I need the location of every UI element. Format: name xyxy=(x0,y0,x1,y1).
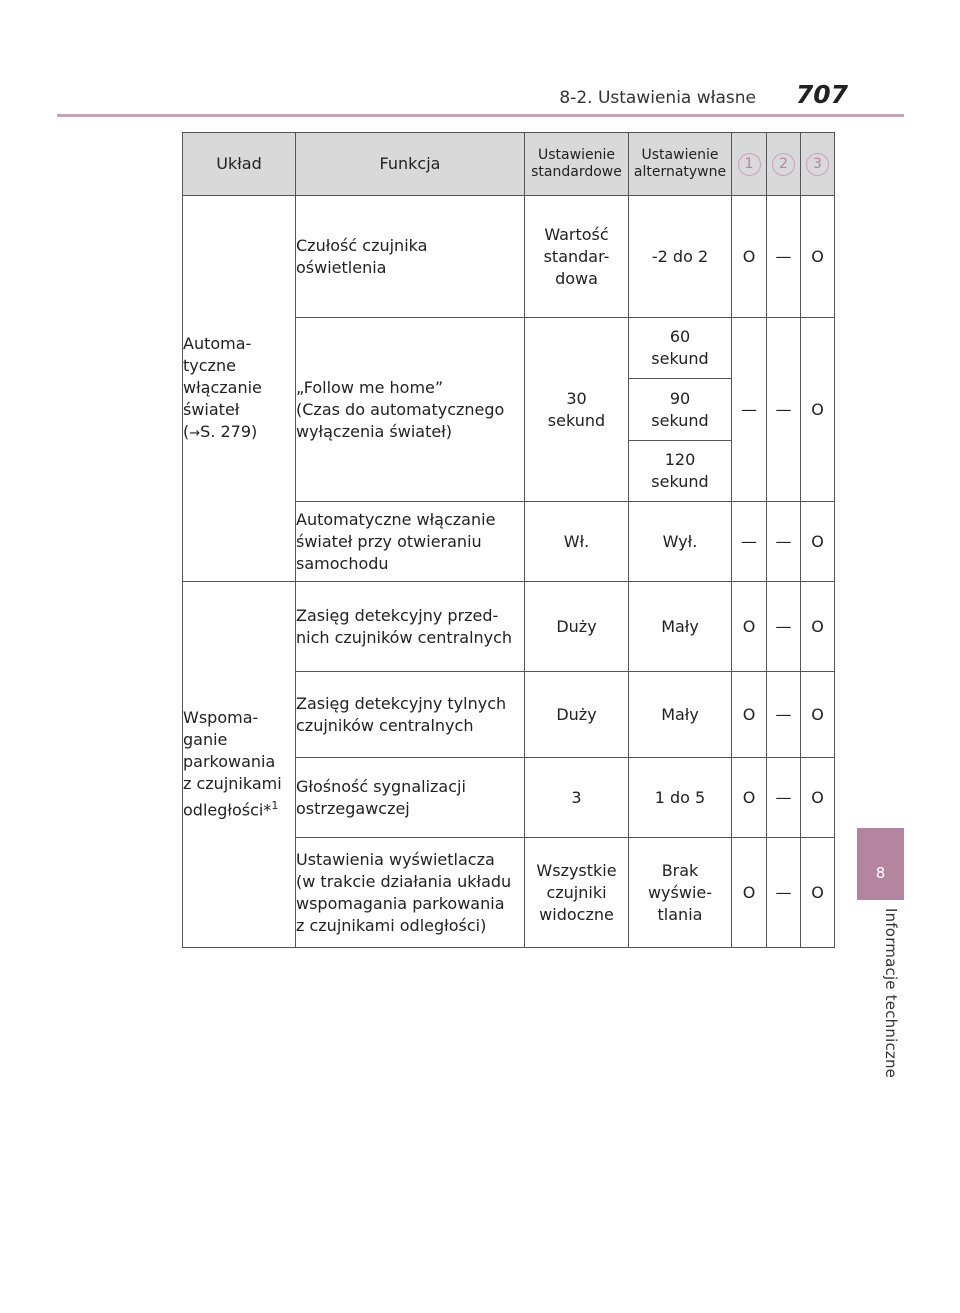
default-cell: Wł. xyxy=(525,502,629,582)
mark-2: — xyxy=(767,196,801,318)
table-row xyxy=(183,582,835,672)
system-line: ganie xyxy=(183,730,228,750)
function-line: czujników centralnych xyxy=(296,715,474,735)
function-line: (w trakcie działania układu xyxy=(296,871,512,891)
default-line: czujniki xyxy=(546,882,607,902)
mark-1: — xyxy=(732,318,767,502)
system-cell-lights xyxy=(183,196,296,582)
default-cell: 3 xyxy=(525,758,629,838)
system-line: tyczne xyxy=(183,355,236,375)
mark-3: O xyxy=(801,502,835,582)
alt-line: wyświe- xyxy=(647,882,713,902)
system-line: Wspoma- xyxy=(183,708,259,728)
function-line: Zasięg detekcyjny przed- xyxy=(296,605,499,625)
alt-line: sekund xyxy=(651,410,709,430)
default-cell xyxy=(525,838,629,948)
mark-1: O xyxy=(732,196,767,318)
default-line: 30 xyxy=(566,388,587,408)
ref-open: ( xyxy=(183,421,190,441)
mark-2: — xyxy=(767,672,801,758)
alternative-cell xyxy=(629,318,732,379)
alt-line: Brak xyxy=(661,860,699,880)
alternative-cell: Mały xyxy=(629,582,732,672)
function-line: „Follow me home” xyxy=(296,377,444,397)
col-header-method-2 xyxy=(767,133,801,196)
system-line: odległości* xyxy=(183,800,272,820)
default-line: widoczne xyxy=(539,904,614,924)
system-line: włączanie xyxy=(183,377,262,397)
function-line: Ustawienia wyświetlacza xyxy=(296,849,495,869)
alternative-cell xyxy=(629,838,732,948)
alt-line: 120 xyxy=(664,450,696,469)
function-line: Zasięg detekcyjny tylnych xyxy=(296,693,507,713)
mark-3: O xyxy=(801,582,835,672)
alternative-cell xyxy=(629,379,732,441)
mark-3: O xyxy=(801,758,835,838)
circled-number-1-icon: 1 xyxy=(738,153,761,176)
alt-line: 60 xyxy=(669,327,691,346)
default-cell: Duży xyxy=(525,672,629,758)
default-line: standar- xyxy=(543,246,610,266)
section-title: 8-2. Ustawienia własne xyxy=(559,88,756,108)
function-line: świateł przy otwieraniu xyxy=(296,531,482,551)
chapter-label: Informacje techniczne xyxy=(882,908,900,1079)
mark-1: O xyxy=(732,672,767,758)
mark-3: O xyxy=(801,672,835,758)
default-line: sekund xyxy=(547,410,606,430)
function-cell xyxy=(296,758,525,838)
mark-3: O xyxy=(801,318,835,502)
alternative-cell: Mały xyxy=(629,672,732,758)
function-line: Czułość czujnika xyxy=(296,235,428,255)
footnote-marker: 1 xyxy=(271,799,279,813)
col-header-method-1 xyxy=(732,133,767,196)
alt-line: 90 xyxy=(669,388,691,408)
alternative-cell: 1 do 5 xyxy=(629,758,732,838)
mark-3: O xyxy=(801,196,835,318)
function-line: samochodu xyxy=(296,553,389,573)
arrow-right-icon: → xyxy=(189,425,201,441)
function-cell xyxy=(296,672,525,758)
function-line: Głośność sygnalizacji xyxy=(296,776,466,796)
function-line: nich czujników centralnych xyxy=(296,627,513,647)
function-line: oświetlenia xyxy=(296,257,387,277)
mark-2: — xyxy=(767,502,801,582)
circled-number-3-icon: 3 xyxy=(806,153,829,176)
alt-line: sekund xyxy=(651,349,709,368)
mark-2: — xyxy=(767,838,801,948)
col-header-alt-line1: Ustawienie xyxy=(641,147,719,163)
default-cell xyxy=(525,196,629,318)
mark-2: — xyxy=(767,758,801,838)
function-cell xyxy=(296,318,525,502)
mark-1: — xyxy=(732,502,767,582)
alt-line: sekund xyxy=(651,472,709,491)
default-line: Wszystkie xyxy=(536,860,617,880)
function-cell xyxy=(296,838,525,948)
mark-1: O xyxy=(732,838,767,948)
mark-3: O xyxy=(801,838,835,948)
chapter-number: 8 xyxy=(875,864,886,882)
function-line: (Czas do automatycznego xyxy=(296,399,505,419)
function-line: wspomagania parkowania xyxy=(296,893,505,913)
default-cell: Duży xyxy=(525,582,629,672)
system-cell-parking xyxy=(183,582,296,948)
mark-2: — xyxy=(767,318,801,502)
settings-table xyxy=(182,132,835,948)
system-line: z czujnikami xyxy=(183,774,282,794)
page-number: 707 xyxy=(795,80,848,109)
function-line: wyłączenia świateł) xyxy=(296,421,452,441)
default-cell xyxy=(525,318,629,502)
mark-2: — xyxy=(767,582,801,672)
function-cell xyxy=(296,196,525,318)
col-header-method-3 xyxy=(801,133,835,196)
col-header-default xyxy=(525,133,629,196)
page-header xyxy=(57,78,904,117)
default-line: Wartość xyxy=(544,224,609,244)
function-line: Automatyczne włączanie xyxy=(296,509,496,529)
circled-number-2-icon: 2 xyxy=(772,153,795,176)
col-header-default-line1: Ustawienie xyxy=(538,147,615,163)
col-header-function: Funkcja xyxy=(296,133,525,196)
page-ref: S. 279) xyxy=(200,421,258,441)
mark-1: O xyxy=(732,758,767,838)
function-line: ostrzegawczej xyxy=(296,798,410,818)
function-line: z czujnikami odległości) xyxy=(296,915,487,935)
alternative-cell xyxy=(629,441,732,502)
alt-line: tlania xyxy=(657,904,703,924)
alternative-cell: Wył. xyxy=(629,502,732,582)
system-line: Automa- xyxy=(183,333,252,353)
system-line: świateł xyxy=(183,399,240,419)
col-header-default-line2: standardowe xyxy=(531,164,622,180)
system-line: parkowania xyxy=(183,752,276,772)
col-header-alt-line2: alternatywne xyxy=(633,164,727,180)
table-header-row xyxy=(183,133,835,196)
mark-1: O xyxy=(732,582,767,672)
alternative-cell: -2 do 2 xyxy=(629,196,732,318)
col-header-alternative xyxy=(629,133,732,196)
function-cell xyxy=(296,502,525,582)
function-cell xyxy=(296,582,525,672)
col-header-system: Układ xyxy=(183,133,296,196)
table-row xyxy=(183,196,835,318)
default-line: dowa xyxy=(555,268,598,288)
chapter-tab xyxy=(857,828,904,900)
